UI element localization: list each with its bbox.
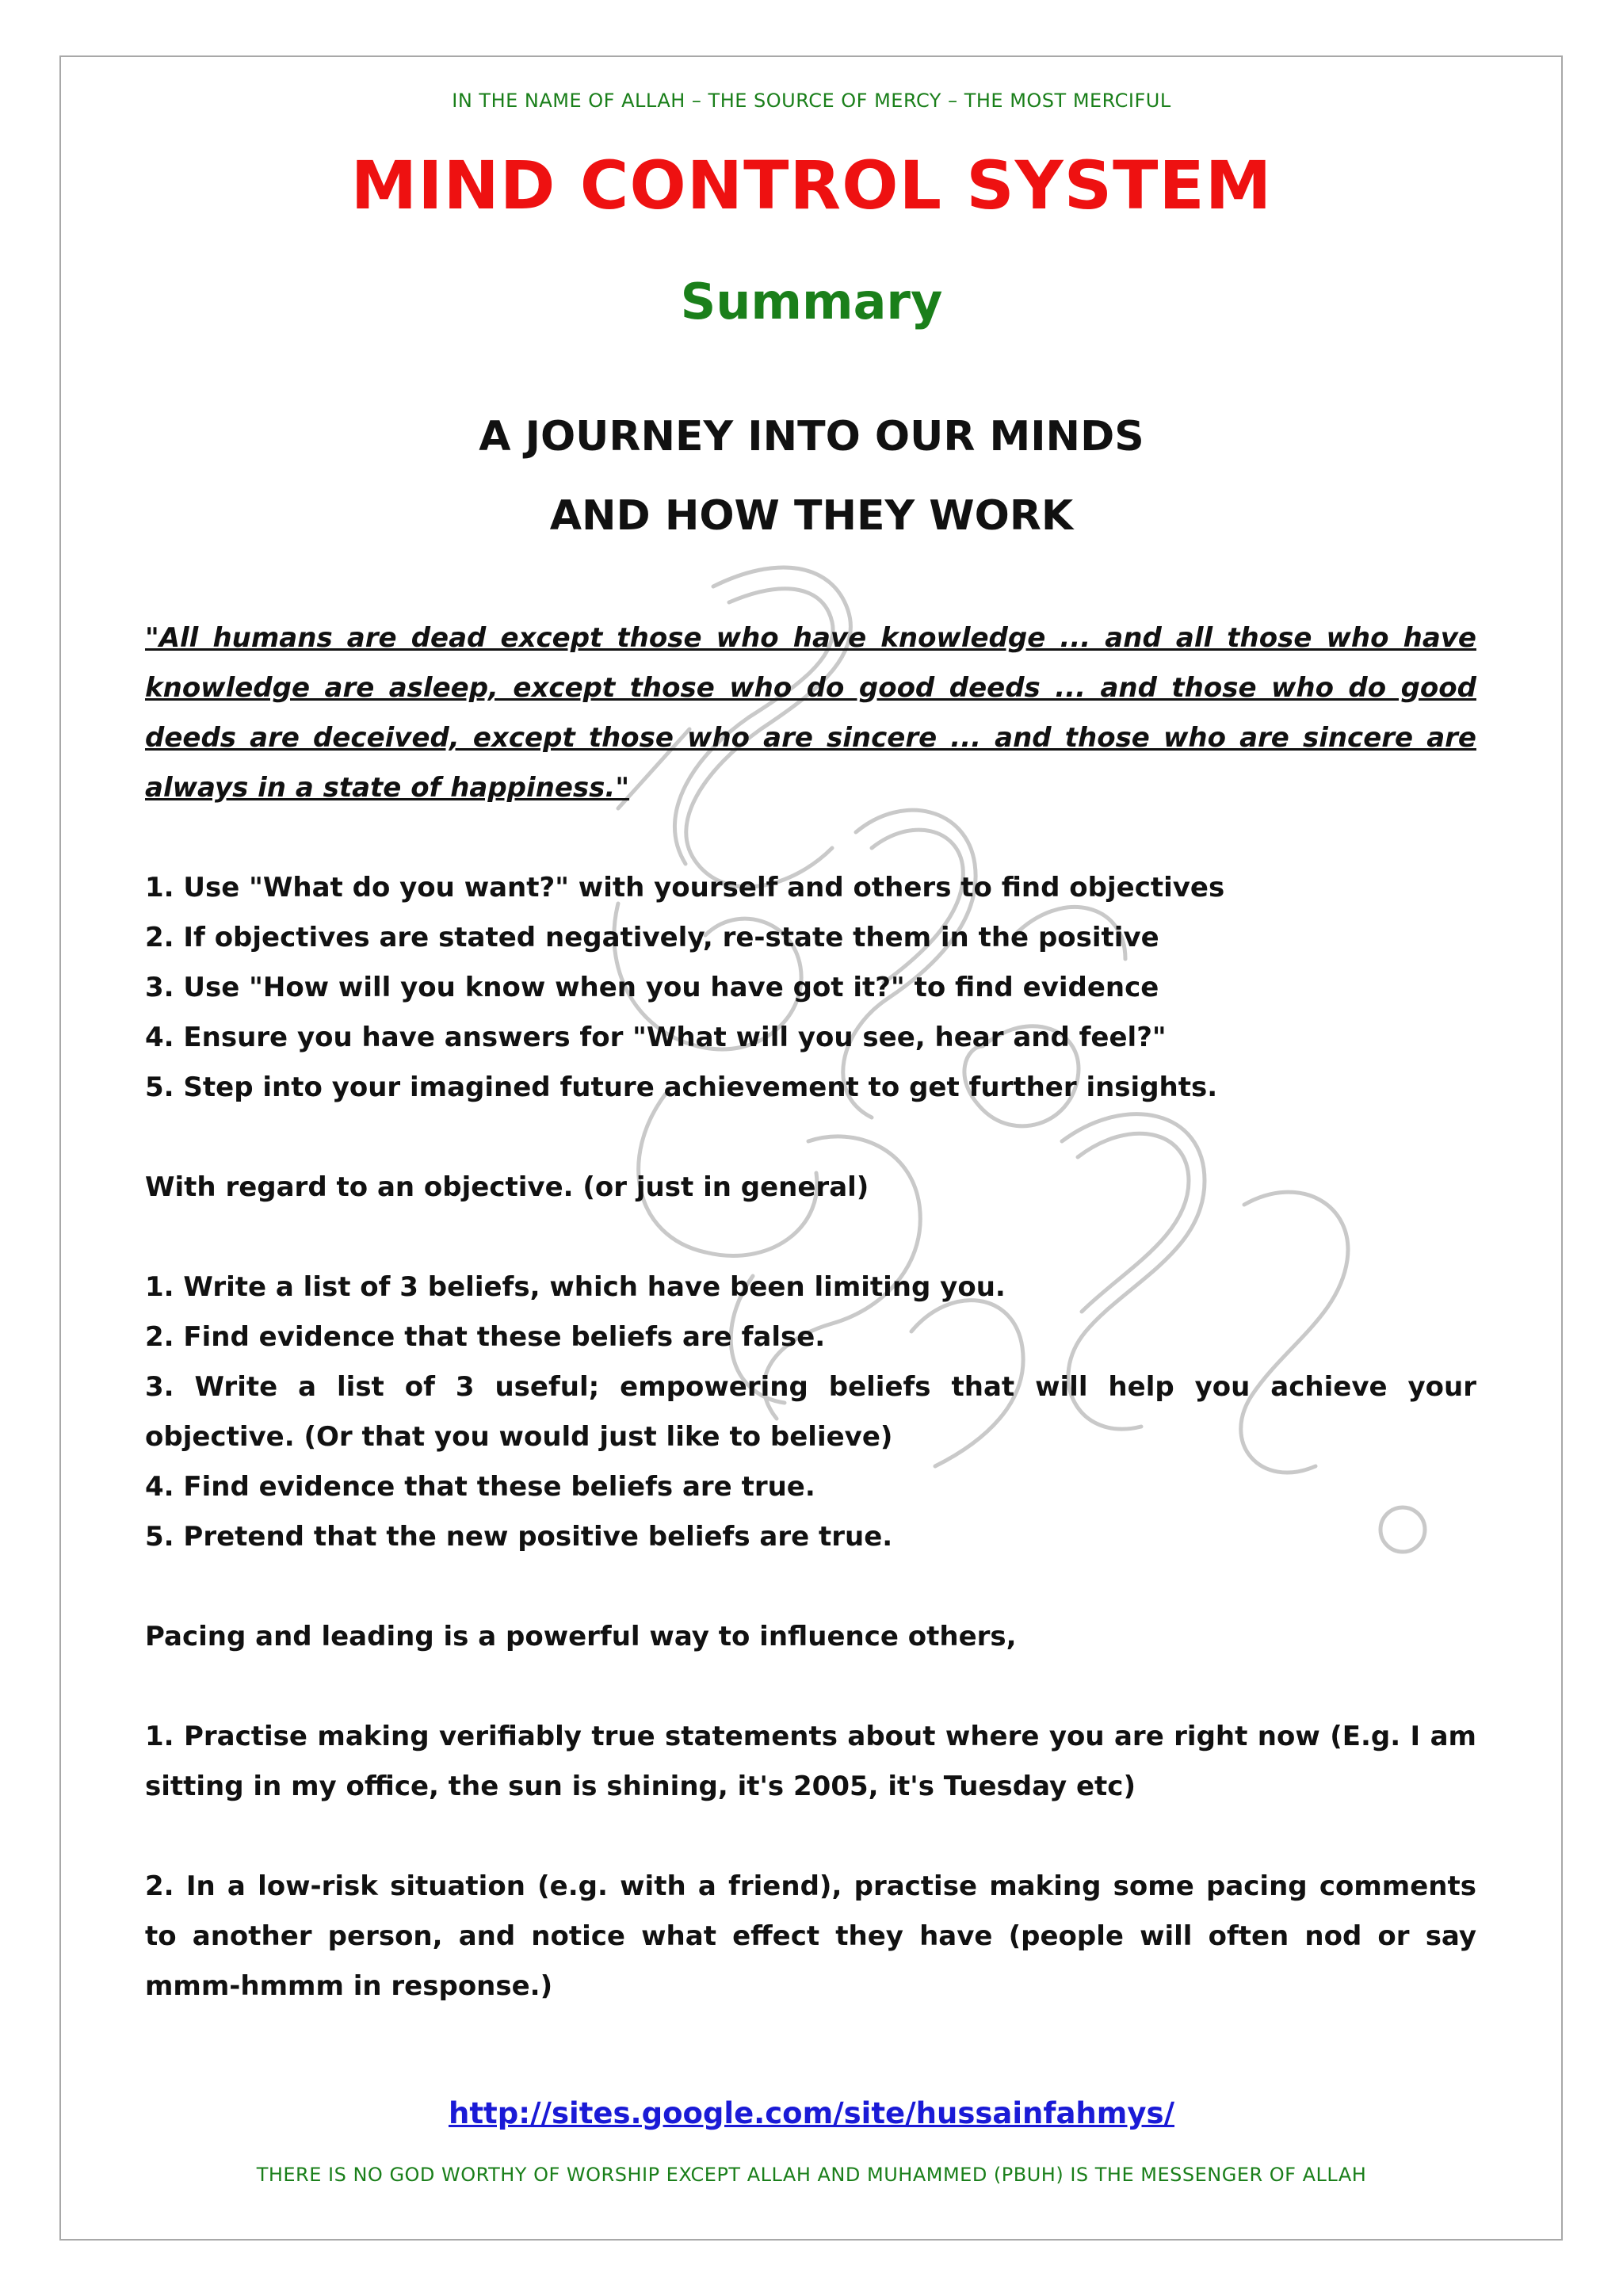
list-item: 1. Use "What do you want?" with yourself and others to find objectives — [145, 872, 1225, 904]
section-intro: With regard to an objective. (or just in general) — [145, 1171, 869, 1203]
list-item: 2. If objectives are stated negatively, re-state them in the positive — [145, 922, 1159, 953]
top-invocation-line: IN THE NAME OF ALLAH – THE SOURCE OF MERCY – THE MOST MERCIFUL — [452, 90, 1171, 112]
list-item: 2. In a low-risk situation (e.g. with a friend), practise making some pacing comments to another person, and notice what effect they have (people will often nod or say mmm-hmmm in response.) — [145, 1870, 1476, 2002]
list-item: 1. Write a list of 3 beliefs, which have been limiting you. — [145, 1271, 1006, 1303]
website-link[interactable]: http://sites.google.com/site/hussainfahmys/ — [449, 2096, 1174, 2130]
list-item: 2. Find evidence that these beliefs are false. — [145, 1321, 826, 1353]
list-item: 4. Ensure you have answers for "What will you see, hear and feel?" — [145, 1022, 1167, 1053]
document-body — [145, 613, 1476, 2011]
list-item: 5. Step into your imagined future achievement to get further insights. — [145, 1072, 1218, 1103]
section-heading-line-2: AND HOW THEY WORK — [549, 492, 1074, 540]
section-heading-line-1: A JOURNEY INTO OUR MINDS — [479, 413, 1144, 460]
page-subtitle: Summary — [680, 273, 943, 330]
section-intro: Pacing and leading is a powerful way to influence others, — [145, 1621, 1017, 1652]
opening-quote: "All humans are dead except those who have knowledge ... and all those who have knowledge are asleep, except those who do good deeds ... and those who do good deeds are deceived, except those who are sincere ... and those who are sincere are always in a state of happiness." — [145, 622, 1476, 804]
page-title: MIND CONTROL SYSTEM — [350, 147, 1273, 224]
list-item: 5. Pretend that the new positive beliefs are true. — [145, 1521, 893, 1553]
list-item: 4. Find evidence that these beliefs are true. — [145, 1471, 815, 1503]
bottom-declaration-line: THERE IS NO GOD WORTHY OF WORSHIP EXCEPT ALLAH AND MUHAMMED (PBUH) IS THE MESSENGER OF ALLAH — [256, 2164, 1367, 2186]
list-item: 3. Use "How will you know when you have got it?" to find evidence — [145, 972, 1159, 1003]
list-item: 3. Write a list of 3 useful; empowering beliefs that will help you achieve your objective. (Or that you would just like to believe) — [145, 1371, 1476, 1453]
list-item: 1. Practise making verifiably true statements about where you are right now (E.g. I am sitting in my office, the sun is shining, it's 2005, it's Tuesday etc) — [145, 1721, 1476, 1802]
